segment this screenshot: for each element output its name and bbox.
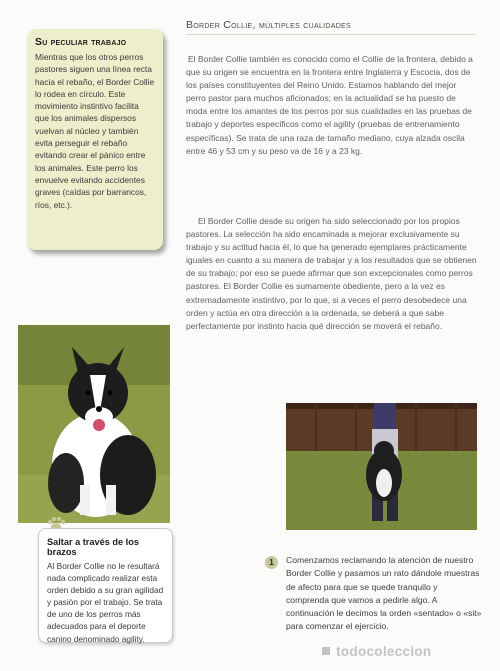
caption-text: Al Border Collie no le resultará nada complicado realizar esta orden debido a su gran agilidad y pasión por el trabajo. Se trata de uno de los perros más adecuados para el deporte canino denominado agility. [47, 561, 164, 644]
step-text: Comenzamos reclamando la atención de nuestro Border Collie y pasamos un rato dándole muestras de afecto para que se quede tranquilo y comprenda que vamos a pedirle algo. A continuación le decimos la orden «sentado» o «sit» para comenzar el ejercicio. [286, 555, 482, 632]
caption-box [38, 528, 173, 643]
step-number-badge: 1 [265, 556, 278, 569]
article-paragraph-1: El Border Collie también es conocido como el Collie de la frontera, debido a que su origen se encuentra en la frontera entre Inglaterra y Escocia, dos de los países constituyentes del Reino Unido. Estamos hablando del mejor perro pastor para muchos aficionados; en la actualidad se ha puesto de moda entre los amantes de los perros por sus cualidades en las pruebas de trabajo y deportes específicos como el agility (pruebas de entrenamiento específicas). Se trata de una raza de tamaño mediano, cuya alzada oscila entre 46 y 53 cm y su peso va de 16 y a 23 kg. [186, 54, 473, 156]
photo-dog-training [286, 403, 477, 530]
photo-dog-sitting [18, 325, 170, 523]
sidebar-text: Mientras que los otros perros pastores siguen una línea recta hacia el rebaño, el Border Collie lo rodea en círculo. Este movimiento instintivo facilita que los animales dispersos vuelvan al núcleo y también evita perseguir el rebaño evitando crear el pánico entre los animales. Este perro los envuelve evitando accidentes graves (caídas por barrancos, ríos, etc.). [35, 52, 155, 210]
watermark-square-icon [322, 647, 330, 655]
article-title: Border Collie, múltiples cualidades [186, 19, 476, 35]
caption-title: Saltar a través de los brazos [47, 537, 139, 557]
article-paragraph-2: El Border Collie desde su origen ha sido seleccionado por los propios pastores. La selección ha sido encaminada a mejorar exclusivamente su trabajo y su actitud hacia él, lo que ha generado ejemplares prácticamente iguales en cuanto a su manera de trabajar y a los resultados que se obtienen de su trabajo; por eso se puede afirmar que son excepcionales como perros pastores. El Border Collie es sumamente obediente, pero a la vez es extremadamente instintivo, por lo que, si a veces el perro desobedece una orden y actúa en otra dirección a la ordenada, se deberá a que sabe perfectamente por instinto hacia qué dirección se moverá el rebaño. [186, 216, 477, 331]
watermark-text: todocoleccion [336, 644, 432, 659]
watermark [322, 644, 500, 668]
sidebar-box [27, 29, 163, 250]
sidebar-title: Su peculiar trabajo [35, 36, 127, 48]
